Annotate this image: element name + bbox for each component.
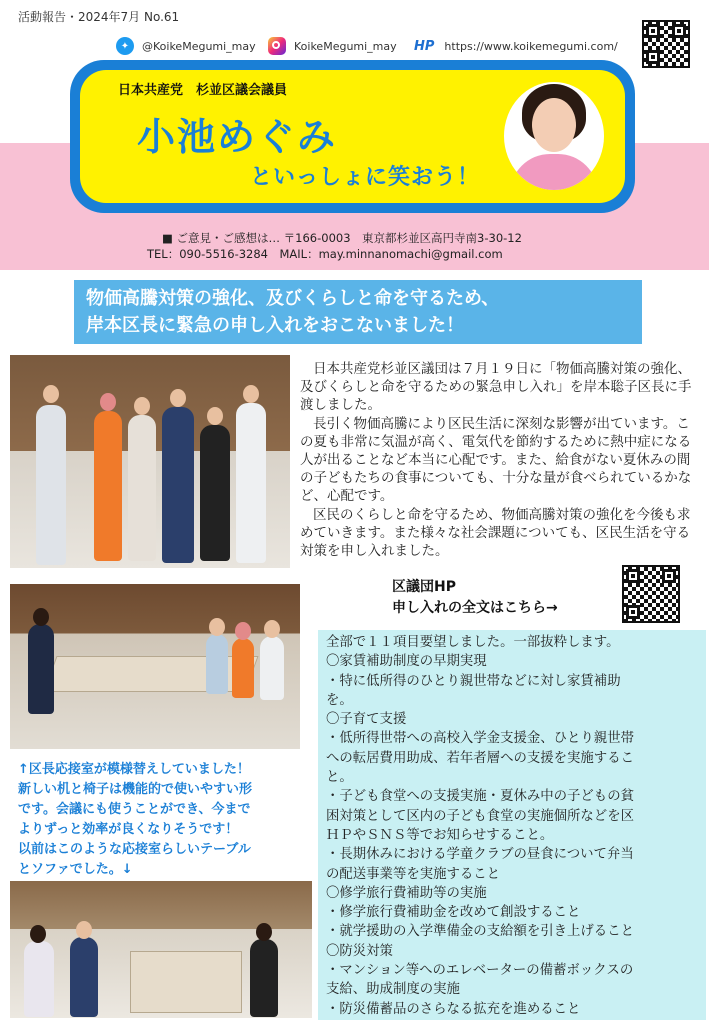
contact-tel-mail: TEL：090-5516-3284 MAIL：may.minnanomachi@gmail.com bbox=[147, 247, 503, 261]
request-list-box bbox=[318, 630, 706, 1020]
request-line: と。 bbox=[326, 770, 353, 786]
caption-line: です。会議にも使うことができ、今まで bbox=[18, 802, 251, 817]
council-hp-text: 申し入れの全文はこちら→ bbox=[392, 600, 558, 616]
caption-line: よりずっと効率が良くなりそうです！ bbox=[18, 822, 239, 837]
qr-code-icon[interactable] bbox=[622, 565, 680, 623]
candidate-name: 小池めぐみ bbox=[137, 115, 338, 159]
party-affiliation: 日本共産党 杉並区議会議員 bbox=[118, 83, 288, 98]
request-line: ・子ども食堂への支援実施・夏休み中の子どもの貧 bbox=[326, 789, 634, 805]
request-line: 困対策として区内の子ども食堂の実施個所などを区 bbox=[326, 808, 634, 824]
request-line: ・就学援助の入学準備金の支給額を引き上げること bbox=[326, 924, 634, 940]
article-body bbox=[300, 360, 700, 560]
request-line: 〇子育て支援 bbox=[326, 712, 407, 728]
request-line: ・防災備蓄品のさらなる拡充を進めること bbox=[326, 1001, 581, 1017]
twitter-link[interactable] bbox=[116, 36, 256, 56]
twitter-bird-icon: ✦ bbox=[116, 37, 134, 55]
caption-line: 新しい机と椅子は機能的で使いやすい形 bbox=[18, 782, 253, 797]
photo-caption bbox=[18, 760, 310, 880]
article-paragraph: 日本共産党杉並区議団は７月１９日に「物価高騰対策の強化、及びくらしと命を守るための緊急申し入れ」を岸本聡子区長に手渡しました。 bbox=[300, 361, 692, 414]
council-hp-link[interactable] bbox=[392, 577, 558, 619]
caption-line: とソファでした。↓ bbox=[18, 862, 133, 877]
photo-handover bbox=[10, 355, 290, 568]
qr-code-icon[interactable] bbox=[642, 20, 690, 68]
request-line: ・特に低所得のひとり親世帯などに対し家賃補助 bbox=[326, 673, 621, 689]
request-line: を。 bbox=[326, 692, 353, 708]
request-line: ＨＰやＳＮＳ等でお知らせすること。 bbox=[326, 827, 554, 843]
headline-line1: 物価高騰対策の強化、及びくらしと命を守るため、 bbox=[86, 288, 500, 309]
instagram-handle: KoikeMegumi_may bbox=[294, 39, 397, 53]
request-line: ・低所得世帯への高校入学金支援金、ひとり親世帯 bbox=[326, 731, 634, 747]
request-line: 〇家賃補助制度の早期実現 bbox=[326, 654, 487, 670]
contact-address: ■ ご意見・ご感想は… 〒166-0003 東京都杉並区高円寺南3-30-12 bbox=[162, 231, 522, 245]
photo-old-reception-room bbox=[10, 881, 312, 1018]
caption-line: ↑区長応接室が模様替えしていました！ bbox=[18, 762, 250, 777]
caption-line: 以前はこのような応接室らしいテーブル bbox=[18, 842, 251, 857]
issue-label: 活動報告・2024年7月 No.61 bbox=[18, 10, 180, 24]
hp-label: HP bbox=[414, 38, 435, 54]
request-line: ・マンション等へのエレベーターの備蓄ボックスの bbox=[326, 963, 634, 979]
instagram-icon bbox=[268, 37, 286, 55]
homepage-link[interactable] bbox=[414, 36, 618, 56]
homepage-url: https://www.koikemegumi.com/ bbox=[444, 39, 618, 53]
headline-banner bbox=[74, 280, 642, 344]
request-line: 〇防災対策 bbox=[326, 943, 393, 959]
request-line: の配送事業等を実施すること bbox=[326, 866, 501, 882]
council-hp-title: 区議団HP bbox=[392, 579, 456, 595]
instagram-link[interactable] bbox=[268, 36, 397, 56]
request-line: 全部で１１項目要望しました。一部抜粋します。 bbox=[326, 635, 620, 650]
portrait-photo bbox=[504, 82, 604, 190]
headline-line2: 岸本区長に緊急の申し入れをおこないました！ bbox=[86, 315, 464, 336]
request-line: 支給、助成制度の実施 bbox=[326, 982, 460, 998]
request-line: 〇修学旅行費補助等の実施 bbox=[326, 885, 487, 901]
photo-new-reception-room bbox=[10, 584, 300, 749]
request-line: への転居費用助成、若年者層への支援を実施するこ bbox=[326, 750, 634, 766]
article-paragraph: 長引く物価高騰により区民生活に深刻な影響が出ています。この夏も非常に気温が高く、電気代を節約するために熱中症になる人が出ることなど本当に心配です。また、給食がない夏休みの間の子どもたちの食事についても、十分な量が食べられているかなど、心配です。 bbox=[300, 415, 692, 505]
slogan: といっしょに笑おう！ bbox=[250, 165, 481, 190]
article-paragraph: 区民のくらしと命を守るため、物価高騰対策の強化を今後も求めていきます。また様々な社会課題についても、区民生活を守る対策を申し入れました。 bbox=[300, 506, 691, 560]
request-line: ・修学旅行費補助金を改めて創設すること bbox=[326, 905, 581, 921]
twitter-handle: @KoikeMegumi_may bbox=[142, 39, 256, 53]
request-line: ・長期休みにおける学童クラブの昼食について弁当 bbox=[326, 847, 634, 863]
